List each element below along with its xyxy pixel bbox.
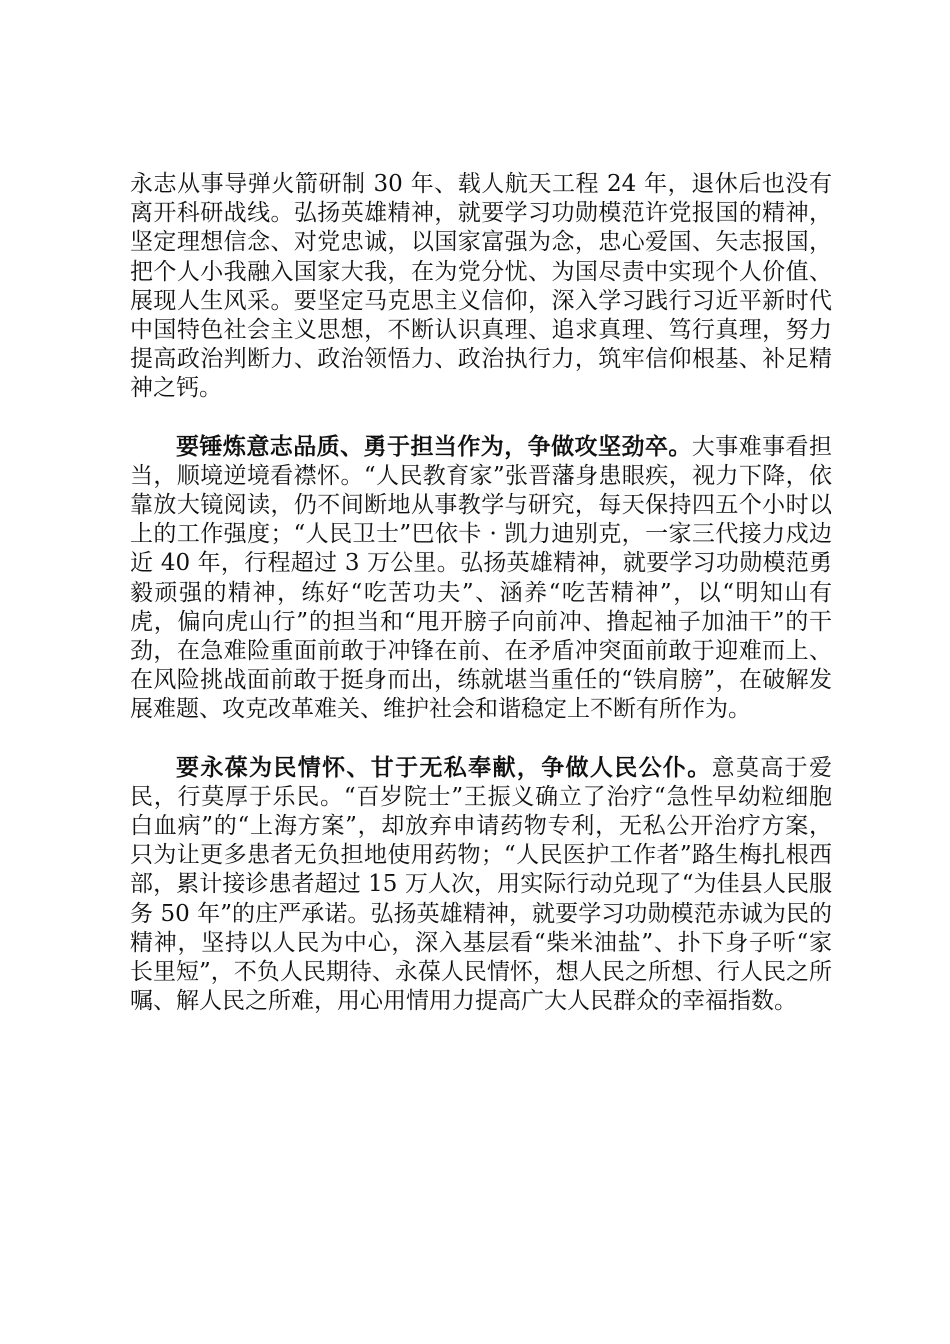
paragraph-body: 大事难事看担当，顺境逆境看襟怀。“人民教育家”张晋藩身患眼疾，视力下降，依靠放大镜阅读，仍不间断地从事教学与研究，每天保持四五个小时以上的工作强度；“人民卫士”巴依卡 · 凯力迪别克，一家三代接力戍边近 40 年，行程超过 3 万公里。弘扬英雄精神，就要学习功勋模范勇毅顽强的精神，练好“吃苦功夫”、涵养“吃苦精神”，以“明知山有虎，偏向虎山行”的担当和“甩开膀子向前冲、撸起袖子加油干”的干劲，在急难险重面前敢于冲锋在前、在矛盾冲突面前敢于迎难而上、在风险挑战面前敢于挺身而出，练就堪当重任的“铁肩膀”，在破解发展难题、攻克改革难关、维护社会和谐稳定上不断有所作为。	[130, 433, 833, 723]
document-page	[130, 170, 832, 1016]
paragraph-continuation	[130, 170, 832, 404]
paragraph-body: 永志从事导弹火箭研制 30 年、载人航天工程 24 年，退休后也没有离开科研战线。弘扬英雄精神，就要学习功勋模范许党报国的精神，坚定理想信念、对党忠诚，以国家富强为念，忠心爱国、矢志报国，把个人小我融入国家大我，在为党分忧、为国尽责中实现个人价值、展现人生风采。要坚定马克思主义信仰，深入学习践行习近平新时代中国特色社会主义思想，不断认识真理、追求真理、笃行真理，努力提高政治判断力、政治领悟力、政治执行力，筑牢信仰根基、补足精神之钙。	[130, 171, 832, 402]
paragraph-body: 意莫高于爱民，行莫厚于乐民。“百岁院士”王振义确立了治疗“急性早幼粒细胞白血病”的“上海方案”，却放弃申请药物专利，无私公开治疗方案，只为让更多患者无负担地使用药物；“人民医护工作者”路生梅扎根西部，累计接诊患者超过 15 万人次，用实际行动兑现了“为佳县人民服务 50 年”的庄严承诺。弘扬英雄精神，就要学习功勋模范赤诚为民的精神，坚持以人民为中心，深入基层看“柴米油盐”、扑下身子听“家长里短”，不负人民期待、永葆人民情怀，想人民之所想、行人民之所嘱、解人民之所难，用心用情用力提高广大人民群众的幸福指数。	[130, 754, 833, 1015]
paragraph-lead-sentence: 要永葆为民情怀、甘于无私奉献，争做人民公仆。	[176, 754, 712, 781]
paragraph-lead-sentence: 要锤炼意志品质、勇于担当作为，争做攻坚劲卒。	[176, 433, 692, 460]
paragraph-serving-people	[130, 754, 832, 1017]
paragraph-tempering-will	[130, 433, 832, 725]
